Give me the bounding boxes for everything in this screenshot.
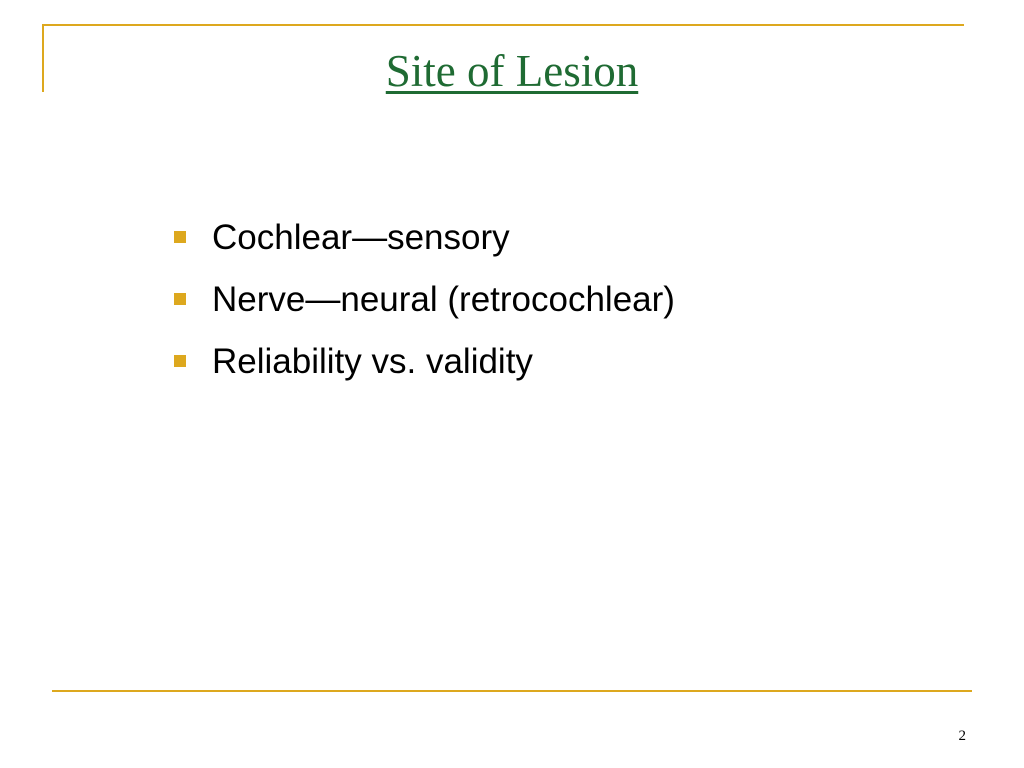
footer-rule	[52, 690, 972, 692]
frame-top-rule	[42, 24, 964, 26]
bullet-list	[174, 206, 675, 392]
bullet-text: Reliability vs. validity	[212, 341, 533, 381]
bullet-item	[174, 268, 675, 330]
bullet-text: Cochlear—sensory	[212, 217, 510, 257]
bullet-text: Nerve—neural (retrocochlear)	[212, 279, 675, 319]
square-bullet-icon	[174, 231, 186, 243]
slide-title-text: Site of Lesion	[385, 46, 639, 96]
page-number: 2	[958, 728, 966, 744]
slide-title	[0, 44, 1024, 98]
square-bullet-icon	[174, 355, 186, 367]
bullet-item	[174, 330, 675, 392]
bullet-item	[174, 206, 675, 268]
square-bullet-icon	[174, 293, 186, 305]
